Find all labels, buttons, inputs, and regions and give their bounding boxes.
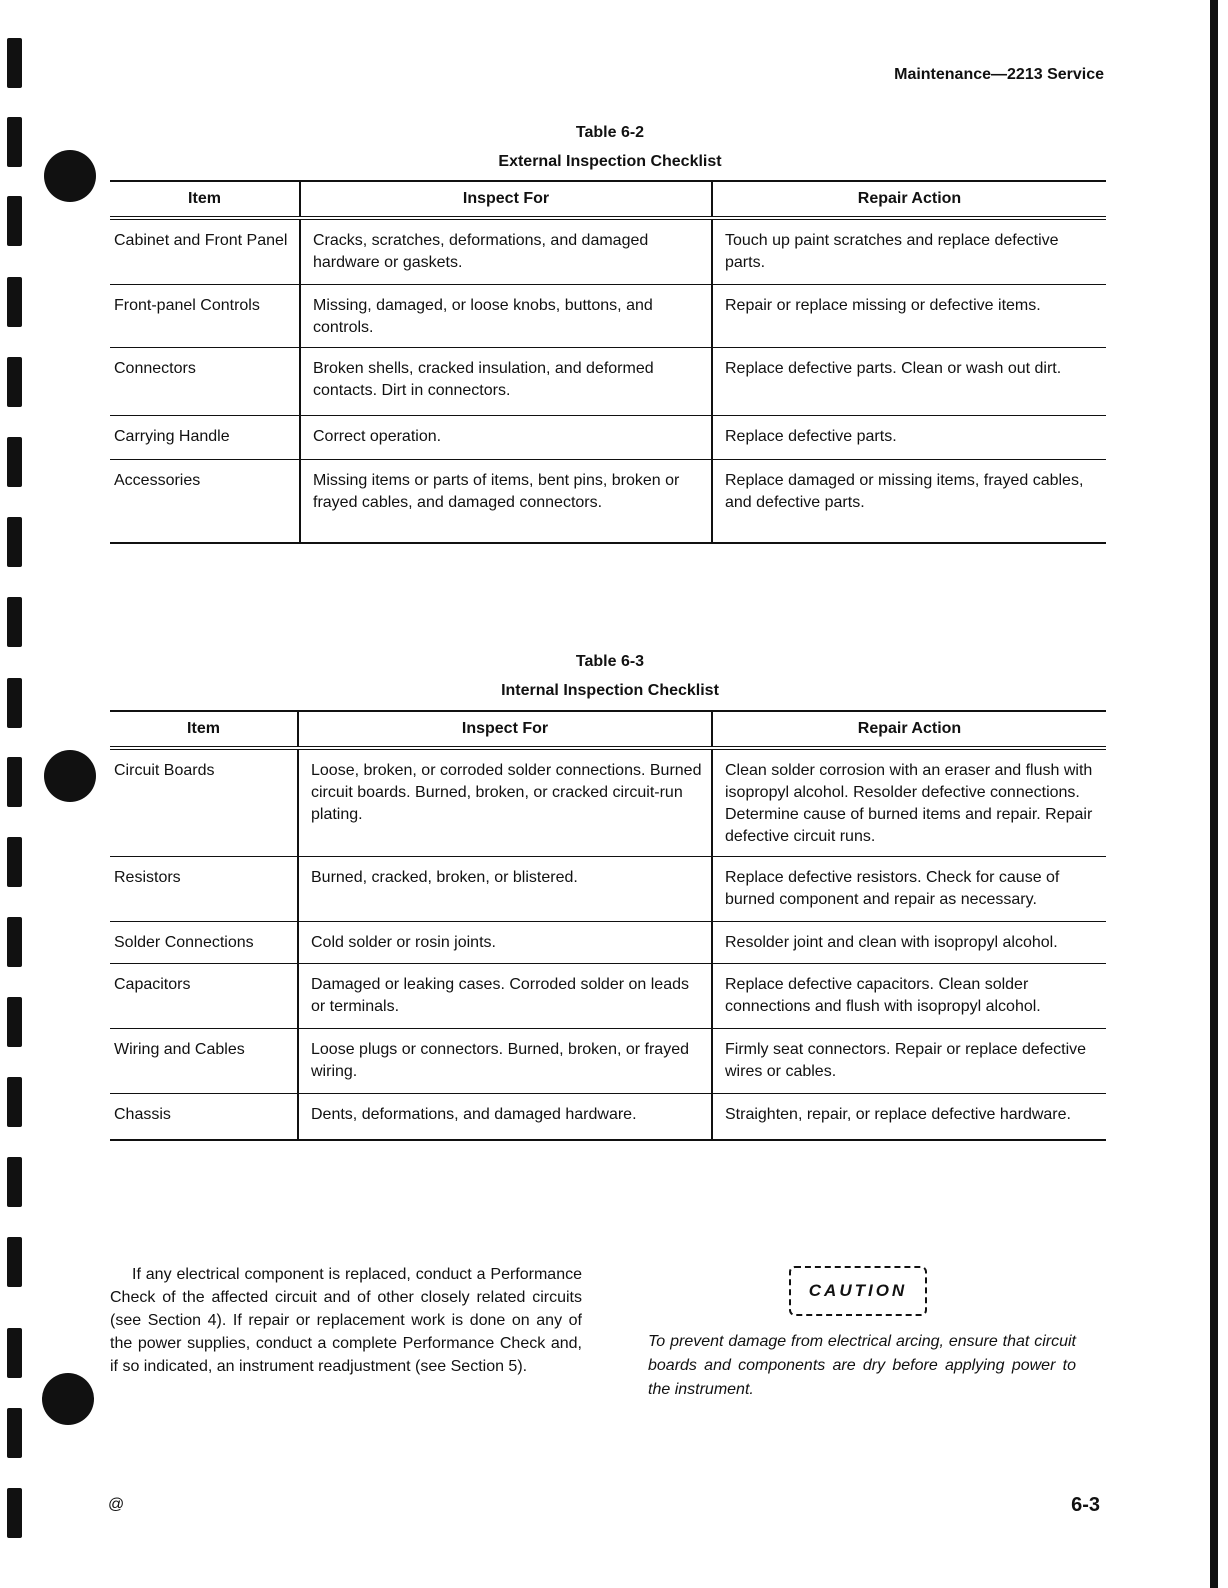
cell-item: Capacitors	[110, 964, 298, 1029]
cell-repair-action: Replace defective parts. Clean or wash out dirt.	[712, 347, 1106, 415]
binding-mark	[7, 917, 22, 967]
table-row	[110, 748, 1106, 857]
cell-repair-action: Resolder joint and clean with isopropyl alcohol.	[712, 922, 1106, 964]
column-header-inspect-for: Inspect For	[298, 711, 712, 748]
binding-mark	[7, 1157, 22, 1207]
table-row	[110, 1094, 1106, 1140]
caution-text: To prevent damage from electrical arcing, ensure that circuit boards and components are dry before applying power to the instrument.	[648, 1333, 1076, 1398]
table-row	[110, 857, 1106, 922]
cell-item: Connectors	[110, 347, 300, 415]
cell-inspect-for: Broken shells, cracked insulation, and deformed contacts. Dirt in connectors.	[300, 347, 712, 415]
cell-repair-action: Replace damaged or missing items, frayed cables, and defective parts.	[712, 459, 1106, 543]
column-header-repair-action: Repair Action	[712, 181, 1106, 218]
cell-repair-action: Touch up paint scratches and replace defective parts.	[712, 218, 1106, 284]
table-6-3-title: Internal Inspection Checklist	[501, 682, 719, 699]
cell-item: Cabinet and Front Panel	[110, 218, 300, 284]
column-header-repair-action: Repair Action	[712, 711, 1106, 748]
cell-item: Accessories	[110, 459, 300, 543]
binding-edge	[0, 0, 100, 1588]
cell-repair-action: Replace defective resistors. Check for cause of burned component and repair as necessary.	[712, 857, 1106, 922]
cell-inspect-for: Damaged or leaking cases. Corroded solder on leads or terminals.	[298, 964, 712, 1029]
cell-item: Front-panel Controls	[110, 284, 300, 347]
cell-item: Circuit Boards	[110, 748, 298, 857]
table-6-2-title: External Inspection Checklist	[498, 153, 722, 170]
table-header-row	[110, 711, 1106, 748]
cell-repair-action: Firmly seat connectors. Repair or replace defective wires or cables.	[712, 1029, 1106, 1094]
table-row	[110, 459, 1106, 543]
cell-item: Resistors	[110, 857, 298, 922]
binding-mark	[7, 597, 22, 647]
binding-mark	[7, 277, 22, 327]
binding-mark	[7, 1488, 22, 1538]
footer-mark: @	[108, 1496, 125, 1513]
binding-mark	[7, 678, 22, 728]
cell-repair-action: Repair or replace missing or defective items.	[712, 284, 1106, 347]
cell-inspect-for: Missing, damaged, or loose knobs, buttons, and controls.	[300, 284, 712, 347]
table-row	[110, 347, 1106, 415]
binding-mark	[7, 1408, 22, 1458]
punch-hole	[42, 1373, 94, 1425]
punch-hole	[44, 750, 96, 802]
cell-inspect-for: Cracks, scratches, deformations, and damaged hardware or gaskets.	[300, 218, 712, 284]
punch-hole	[44, 150, 96, 202]
table-row	[110, 218, 1106, 284]
table-row	[110, 284, 1106, 347]
cell-inspect-for: Loose, broken, or corroded solder connections. Burned circuit boards. Burned, broken, or cracked circuit-run plating.	[298, 748, 712, 857]
cell-inspect-for: Dents, deformations, and damaged hardware.	[298, 1094, 712, 1140]
replacement-paragraph: If any electrical component is replaced, conduct a Performance Check of the affected circuit and of other closely related circuits (see Section 4). If repair or replacement work is done on any of the power supplies, conduct a complete Performance Check and, if so indicated, an instrument readjustment (see Section 5).	[110, 1266, 582, 1375]
internal-inspection-table	[110, 710, 1106, 1141]
binding-mark	[7, 1237, 22, 1287]
binding-mark	[7, 517, 22, 567]
page-number: 6-3	[1071, 1494, 1100, 1516]
cell-inspect-for: Loose plugs or connectors. Burned, broken, or frayed wiring.	[298, 1029, 712, 1094]
table-row	[110, 964, 1106, 1029]
cell-inspect-for: Burned, cracked, broken, or blistered.	[298, 857, 712, 922]
cell-inspect-for: Cold solder or rosin joints.	[298, 922, 712, 964]
binding-mark	[7, 437, 22, 487]
cell-item: Solder Connections	[110, 922, 298, 964]
table-header-row	[110, 181, 1106, 218]
table-6-3-number: Table 6-3	[575, 653, 645, 670]
running-header: Maintenance—2213 Service	[894, 66, 1104, 83]
binding-mark	[7, 1328, 22, 1378]
column-header-item: Item	[110, 181, 300, 218]
cell-inspect-for: Missing items or parts of items, bent pins, broken or frayed cables, and damaged connectors.	[300, 459, 712, 543]
binding-mark	[7, 1077, 22, 1127]
binding-mark	[7, 837, 22, 887]
binding-mark	[7, 196, 22, 246]
table-6-2-number: Table 6-2	[575, 124, 645, 141]
cell-item: Wiring and Cables	[110, 1029, 298, 1094]
caution-label: CAUTION	[789, 1266, 927, 1316]
cell-item: Chassis	[110, 1094, 298, 1140]
column-header-inspect-for: Inspect For	[300, 181, 712, 218]
binding-mark	[7, 357, 22, 407]
column-header-item: Item	[110, 711, 298, 748]
cell-repair-action: Replace defective parts.	[712, 415, 1106, 459]
table-row	[110, 415, 1106, 459]
binding-mark	[7, 38, 22, 88]
cell-item: Carrying Handle	[110, 415, 300, 459]
cell-inspect-for: Correct operation.	[300, 415, 712, 459]
page-edge-shadow	[1210, 0, 1218, 1588]
table-row	[110, 1029, 1106, 1094]
cell-repair-action: Straighten, repair, or replace defective hardware.	[712, 1094, 1106, 1140]
binding-mark	[7, 117, 22, 167]
table-row	[110, 922, 1106, 964]
binding-mark	[7, 757, 22, 807]
cell-repair-action: Replace defective capacitors. Clean solder connections and flush with isopropyl alcohol.	[712, 964, 1106, 1029]
external-inspection-table	[110, 180, 1106, 544]
cell-repair-action: Clean solder corrosion with an eraser and flush with isopropyl alcohol. Resolder defective connections. Determine cause of burned items and repair. Repair defective circuit runs.	[712, 748, 1106, 857]
binding-mark	[7, 997, 22, 1047]
